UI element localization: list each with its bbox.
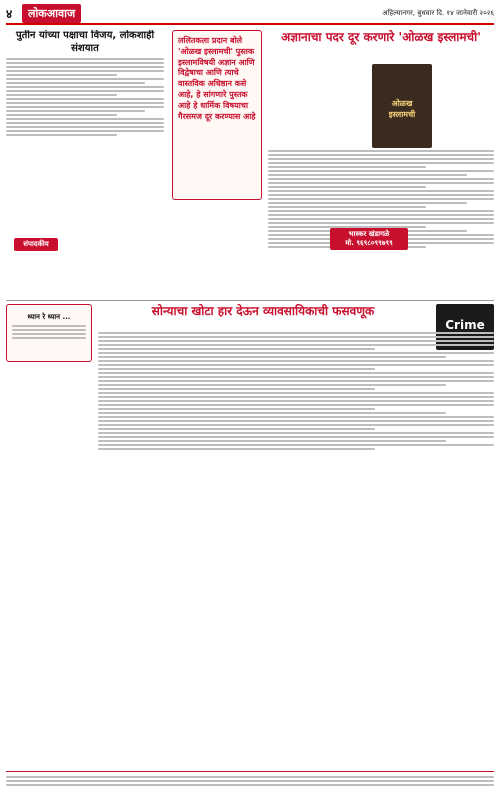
crime-body <box>98 332 494 752</box>
masthead <box>6 3 494 25</box>
page-footer <box>6 771 494 792</box>
crime-headline-wrap <box>98 304 428 326</box>
dhyan-heading: ध्यान रे ध्यान ... <box>27 313 71 321</box>
newspaper-logo: लोकआवाज <box>22 4 81 23</box>
section-divider <box>6 300 494 301</box>
author-byline <box>330 228 408 250</box>
feature-headline-wrap <box>268 30 494 60</box>
pull-quote-text: ललितकला प्रदान बोले 'ओळख इस्लामची' पुस्तक इस्लामविषयी अज्ञान आणि विद्वेषाचा आणि त्याचे वास्तविक अधिष्ठान कसे आहे, हे सांगणारे पुस्तक आहे हे धार्मिक विषयाचा गैरसमज दूर करण्यास आहे <box>178 36 256 121</box>
author-phone: मो. ९६९८०९९७९९ <box>345 239 393 247</box>
dhyan-box <box>6 304 92 362</box>
book-cover-image <box>372 64 432 148</box>
editorial-label: संपादकीय <box>14 238 58 251</box>
dateline: अहिल्यानगर, बुधवार दि. १४ जानेवारी २०२६ <box>382 8 494 17</box>
author-name: भास्कर खंडागळे <box>348 230 390 238</box>
crime-badge-label: Crime <box>445 318 485 332</box>
article-body <box>6 58 164 136</box>
article-top-left <box>6 30 164 200</box>
pull-quote-box <box>172 30 262 200</box>
article-headline: पुतीन यांच्या पक्षाचा विजय, लोकशाही संशयात <box>15 30 155 54</box>
book-title: ओळख इस्लामची <box>388 99 416 119</box>
feature-headline: अज्ञानाचा पदर दूर करणारे 'ओळख इस्लामची' <box>281 30 481 44</box>
crime-headline: सोन्याचा खोटा हार देऊन व्यावसायिकाची फसवणूक <box>151 304 375 318</box>
page-number: ४ <box>6 6 13 21</box>
